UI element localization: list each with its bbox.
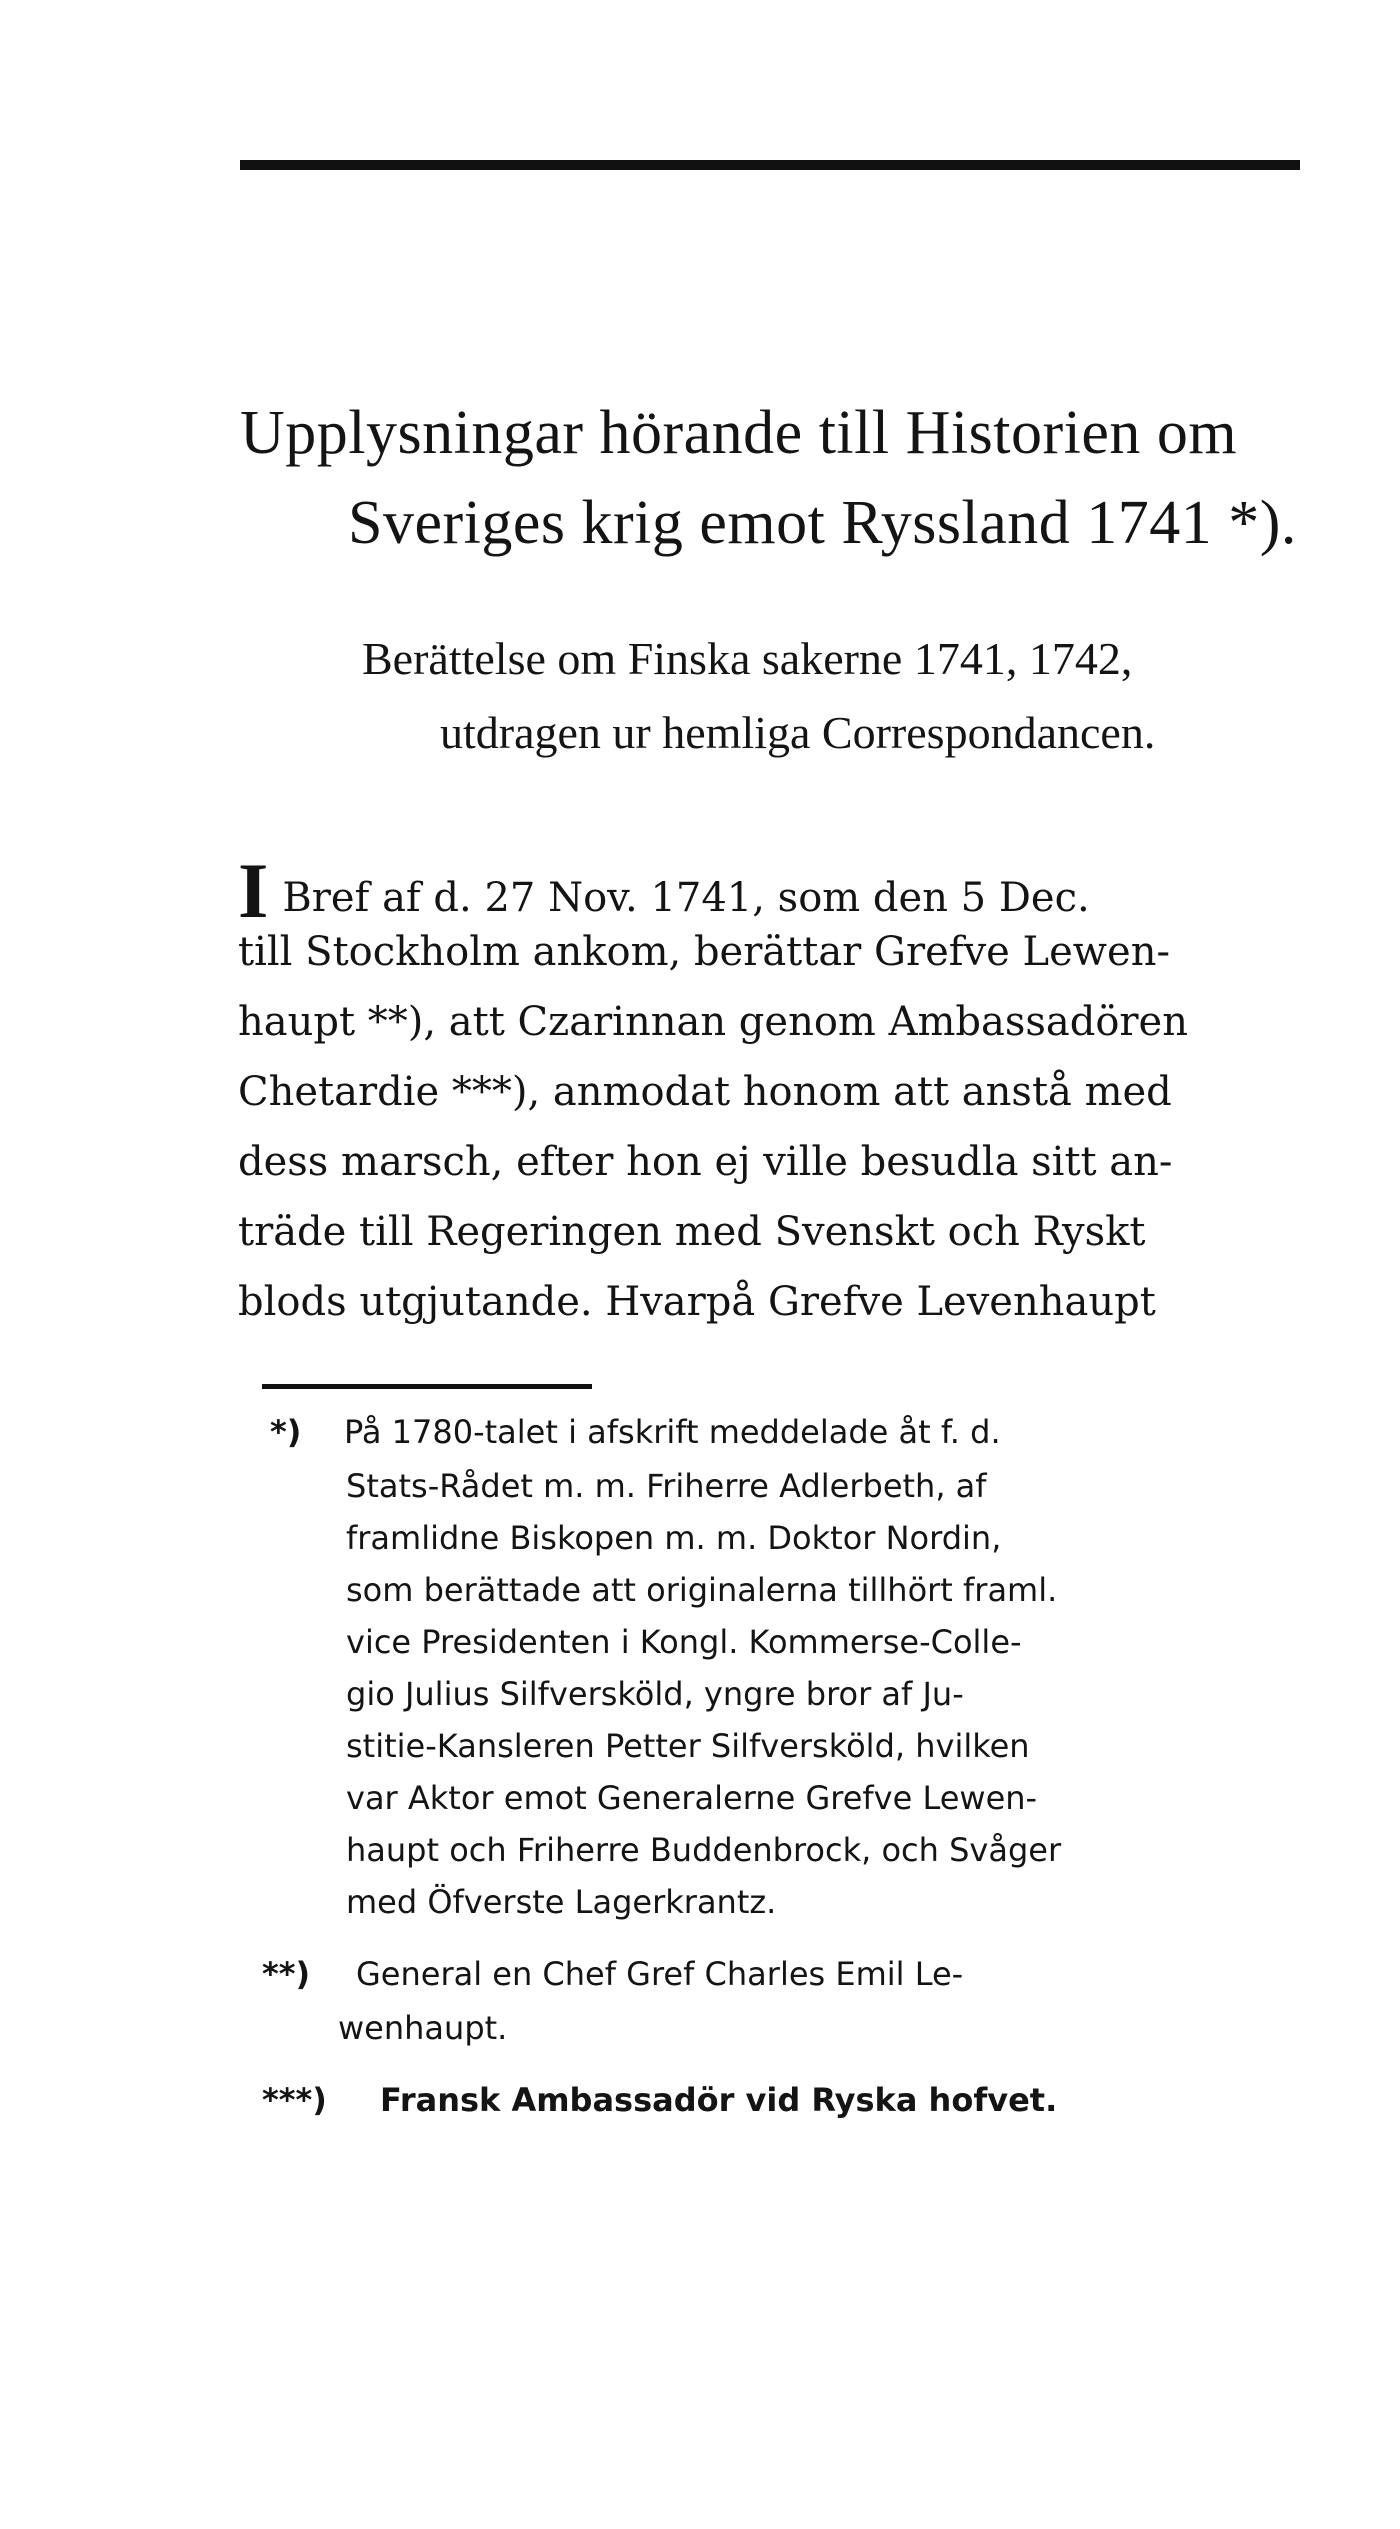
footnote-2-marker: **) bbox=[262, 1955, 311, 1993]
footnote-1-line-10: med Öfverste Lagerkrantz. bbox=[346, 1883, 777, 1921]
body-line-2: till Stockholm ankom, berättar Grefve Lewen- bbox=[238, 929, 1170, 975]
footnote-2-line-1: General en Chef Gref Charles Emil Le- bbox=[356, 1955, 964, 1993]
footnote-1-line-2: Stats-Rådet m. m. Friherre Adlerbeth, af bbox=[346, 1467, 987, 1505]
footnote-2-line-2: wenhaupt. bbox=[338, 2009, 508, 2047]
top-rule bbox=[240, 160, 1300, 170]
footnote-1-line-8: var Aktor emot Generalerne Grefve Lewen- bbox=[346, 1779, 1038, 1817]
body-line-1-text: Bref af d. 27 Nov. 1741, som den 5 Dec. bbox=[282, 875, 1090, 921]
body-line-5: dess marsch, efter hon ej ville besudla sitt an- bbox=[238, 1139, 1173, 1185]
footnote-1-line-6: gio Julius Silfversköld, yngre bror af Ju- bbox=[346, 1675, 964, 1713]
footnote-1-line-7: stitie-Kansleren Petter Silfversköld, hvilken bbox=[346, 1727, 1030, 1765]
footnote-1-line-4: som berättade att originalerna tillhört framl. bbox=[346, 1571, 1058, 1609]
body-line-3: haupt **), att Czarinnan genom Ambassadören bbox=[238, 999, 1188, 1045]
subtitle-line-2: utdragen ur hemliga Correspondancen. bbox=[440, 707, 1156, 758]
footnote-rule bbox=[262, 1384, 592, 1389]
body-line-7: blods utgjutande. Hvarpå Grefve Levenhaupt bbox=[238, 1279, 1156, 1325]
body-line-4: Chetardie ***), anmodat honom att anstå med bbox=[238, 1069, 1172, 1115]
title-line-1: Upplysningar hörande till Historien om bbox=[240, 399, 1238, 467]
footnote-1-marker: *) bbox=[270, 1413, 302, 1451]
drop-cap: I bbox=[238, 847, 269, 934]
body-line-6: träde till Regeringen med Svenskt och Ryskt bbox=[238, 1209, 1146, 1255]
footnote-3-line-1: Fransk Ambassadör vid Ryska hofvet. bbox=[380, 2081, 1058, 2119]
footnote-3-marker: ***) bbox=[262, 2081, 327, 2119]
footnote-1-line-5: vice Presidenten i Kongl. Kommerse-Colle- bbox=[346, 1623, 1022, 1661]
footnote-1-line-9: haupt och Friherre Buddenbrock, och Svåger bbox=[346, 1831, 1062, 1869]
footnote-1-line-1: På 1780-talet i afskrift meddelade åt f. d. bbox=[344, 1413, 1001, 1451]
title-line-2: Sveriges krig emot Ryssland 1741 *). bbox=[348, 489, 1297, 557]
footnote-1-line-3: framlidne Biskopen m. m. Doktor Nordin, bbox=[346, 1519, 1002, 1557]
subtitle-line-1: Berättelse om Finska sakerne 1741, 1742, bbox=[362, 633, 1133, 684]
body-line-1 bbox=[238, 847, 1090, 934]
